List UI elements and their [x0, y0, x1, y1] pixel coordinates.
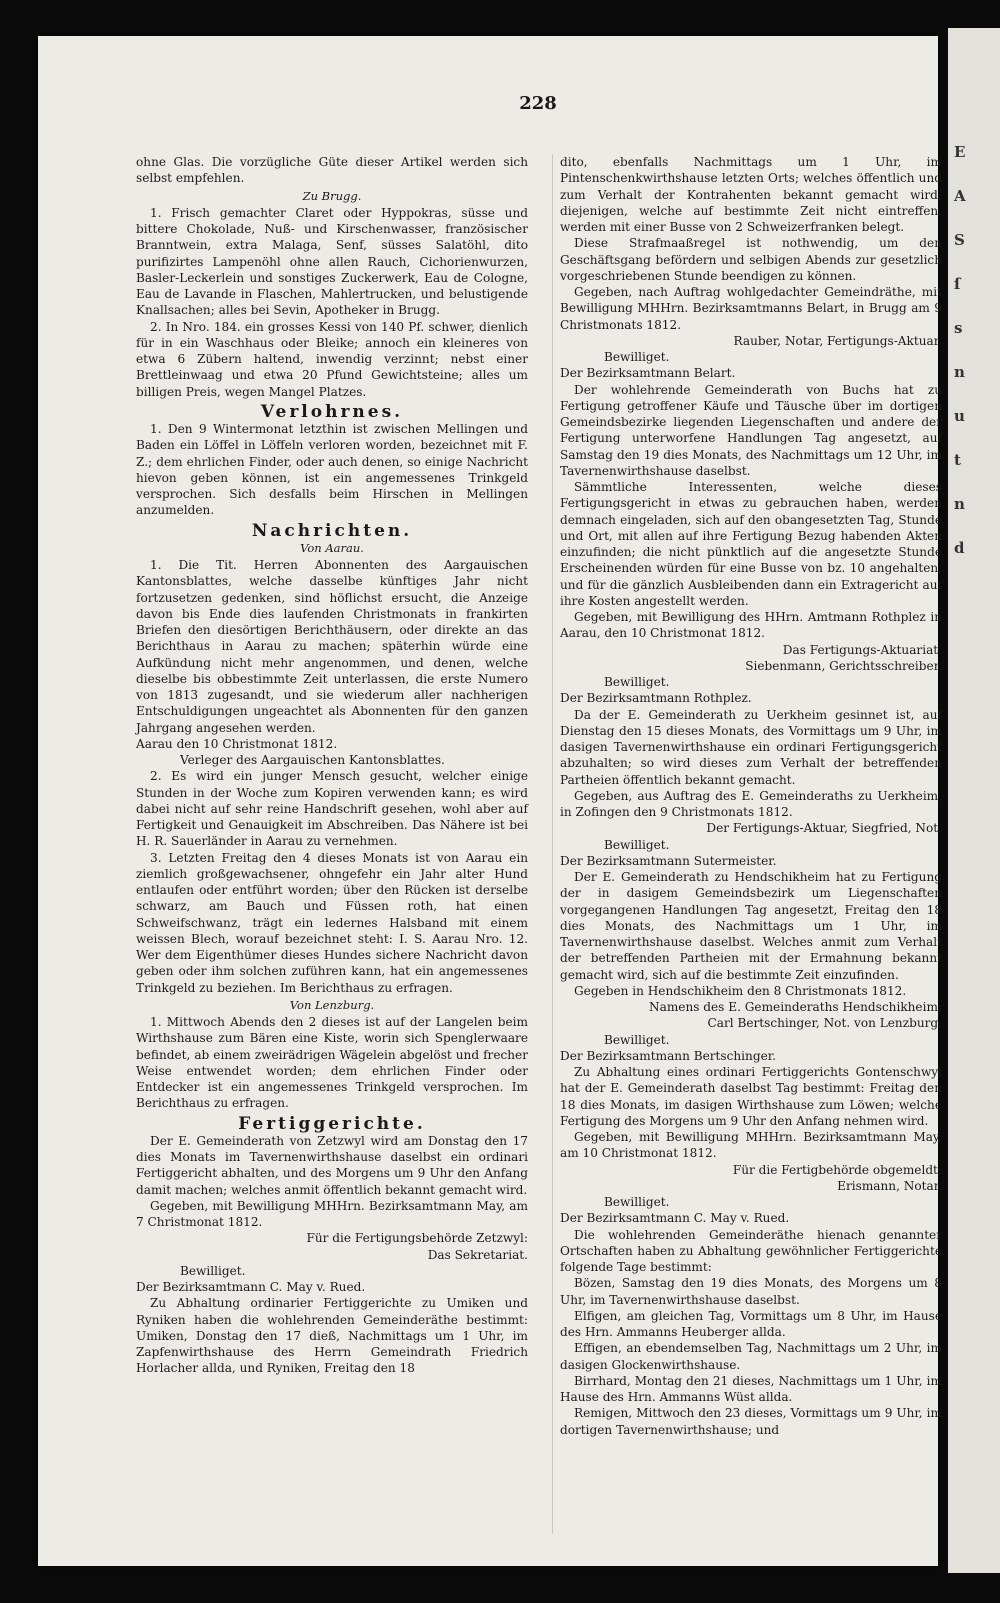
section-heading: Fertiggerichte. [238, 1113, 426, 1134]
edge-letter: s [954, 319, 963, 337]
paragraph: Remigen, Mittwoch den 23 dieses, Vormittags um 9 Uhr, im dortigen Tavernenwirthshause; und [560, 1406, 942, 1437]
edge-letter: u [954, 407, 965, 425]
paragraph: Gegeben, mit Bewilligung des HHrn. Amtmann Rothplez in Aarau, den 10 Christmonat 1812. [560, 610, 942, 641]
paragraph: Da der E. Gemeinderath zu Uerkheim gesinnet ist, auf Dienstag den 15 dieses Monats, des Vormittags um 9 Uhr, im dasigen Tavernenwirthshause ein ordinari Fertigungsgericht abzuhalten; so wird dieses zum Verhalt der betreffenden Partheien öffentlich bekannt gemacht. [560, 707, 942, 787]
adjacent-page-edge [948, 28, 1000, 1573]
paragraph: Der Fertigungs-Aktuar, Siegfried, Not. [706, 821, 942, 836]
paragraph: Bewilliget. [604, 350, 670, 364]
edge-letter: n [954, 495, 965, 513]
edge-letter: A [954, 187, 966, 205]
edge-letter: d [954, 539, 965, 557]
page-number: 228 [519, 93, 557, 114]
edge-letter: t [954, 451, 961, 469]
paragraph: Der wohlehrende Gemeinderath von Buchs hat zu Fertigung getroffener Käufe und Täusche über im dortigen Gemeindsbezirke liegenden Liegenschaften und andere der Fertigung unterworfene Handlungen Tag angesetzt, auf Samstag den 19 dies Monats, des Nachmittags um 12 Uhr, im Tavernenwirthshause daselbst. [560, 382, 942, 478]
paragraph: Gegeben, mit Bewilligung MHHrn. Bezirksamtmann May, am 7 Christmonat 1812. [136, 1198, 528, 1229]
right-column [560, 154, 942, 1438]
newspaper-page [38, 36, 942, 1566]
edge-letter: ſ [954, 275, 961, 293]
edge-letter: E [954, 143, 966, 161]
paragraph: 2. Es wird ein junger Mensch gesucht, welcher einige Stunden in der Woche zum Kopiren verwenden kann; es wird dabei nicht auf sehr reine Handschrift gesehen, wohl aber auf Fertigkeit und Genauigkeit im Abschreiben. Das Nähere ist bei H. R. Sauerländer in Aarau zu vernehmen. [136, 769, 528, 849]
paragraph: Gegeben, nach Auftrag wohlgedachter Gemeindräthe, mit Bewilligung MHHrn. Bezirksamtmanns Belart, in Brugg am 9 Christmonats 1812. [560, 285, 942, 332]
place-heading: Zu Brugg. [302, 188, 362, 203]
paragraph: Gegeben, aus Auftrag des E. Gemeinderaths zu Uerkheim, in Zofingen den 9 Christmonats 1812. [560, 788, 942, 819]
paragraph: Namens des E. Gemeinderaths Hendschikheim: [649, 1000, 942, 1014]
paragraph: Gegeben, mit Bewilligung MHHrn. Bezirksamtmann May, am 10 Christmonat 1812. [560, 1130, 942, 1161]
paragraph: 1. Den 9 Wintermonat letzthin ist zwischen Mellingen und Baden ein Löffel in Löffeln verloren worden, bezeichnet mit F. Z.; dem ehrlichen Finder, oder auch denen, so einige Nachricht hievon geben können, ist ein angemessenes Trinkgeld versprochen. Sich desfalls beim Hirschen in Mellingen anzumelden. [136, 422, 528, 518]
paragraph: 1. Mittwoch Abends den 2 dieses ist auf der Langelen beim Wirthshause zum Bären eine Kiste, worin sich Spenglerwaare befindet, ab einem zweirädrigen Wägelein abgelöst und frecher Weise entwendet worden; dem ehrlichen Finder oder Entdecker ist ein angemessenes Trinkgeld versprochen. Im Berichthaus zu erfragen. [136, 1015, 528, 1111]
paragraph: Verleger des Aargauischen Kantonsblattes. [180, 753, 445, 767]
section-heading: Nachrichten. [251, 520, 413, 541]
paragraph: ohne Glas. Die vorzügliche Güte dieser Artikel werden sich selbst empfehlen. [136, 155, 528, 186]
paragraph: Das Fertigungs-Aktuariat. [782, 642, 942, 657]
paragraph: Für die Fertigungsbehörde Zetzwyl: [306, 1231, 528, 1246]
paragraph: Aarau den 10 Christmonat 1812. [136, 736, 338, 751]
left-column [136, 154, 528, 1377]
paragraph: Der Bezirksamtmann C. May v. Rued. [560, 1211, 790, 1226]
paragraph: 3. Letzten Freitag den 4 dieses Monats ist von Aarau ein ziemlich großgewachsener, ohngefehr ein Jahr alter Hund entlaufen oder entführt worden; über den Rücken ist derselbe schwarz, am Bauch und Füssen roth, hat einen Schweifschwanz, trägt ein ledernes Halsband mit einem weissen Blech, worauf bezeichnet steht: I. S. Aarau Nro. 12. Wer dem Eigenthümer dieses Hundes sichere Nachricht davon geben oder ihm solchen zuführen kann, hat ein angemessenes Trinkgeld zu beziehen. Im Berichthaus zu erfragen. [136, 850, 528, 995]
edge-letter: n [954, 363, 965, 381]
paragraph: Bewilliget. [604, 837, 670, 852]
edge-letter: S [954, 231, 965, 249]
paragraph: Für die Fertigbehörde obgemeldt: [732, 1162, 942, 1177]
paragraph: Der Bezirksamtmann Bertschinger. [560, 1048, 777, 1063]
paragraph: Siebenmann, Gerichtsschreiber. [745, 658, 942, 673]
paragraph: Zu Abhaltung ordinarier Fertiggerichte zu Umiken und Ryniken haben die wohlehrenden Gemeinderäthe bestimmt: Umiken, Donstag den 17 dieß, Nachmittags um 1 Uhr, im Zapfenwirthshause des Herrn Gemeindrath Friedrich Horlacher allda, und Ryniken, Freitag den 18 [136, 1296, 528, 1376]
place-heading: Von Lenzburg. [289, 997, 375, 1012]
paragraph: Der Bezirksamtmann C. May v. Rued. [136, 1280, 366, 1294]
paragraph: Erismann, Notar. [837, 1178, 942, 1193]
paragraph: Der E. Gemeinderath zu Hendschikheim hat zu Fertigung der in dasigem Gemeindsbezirk um Liegenschaften vorgegangenen Handlungen Tag angesetzt, Freitag den 18 dies Monats, des Nachmittags um 1 Uhr, im Tavernenwirthshause daselbst. Welches anmit zum Verhalt der betreffenden Partheien mit der Ermahnung bekannt gemacht wird, sich auf die bestimmte Zeit einzufinden. [560, 870, 942, 982]
paragraph: Bewilliget. [604, 675, 670, 689]
paragraph: Der E. Gemeinderath von Zetzwyl wird am Donstag den 17 dies Monats im Tavernenwirthshause daselbst ein ordinari Fertiggericht abhalten, und des Morgens um 9 Uhr den Anfang damit machen; welches anmit öffentlich bekannt gemacht wird. [136, 1133, 528, 1197]
paragraph: Bewilliget. [604, 1195, 670, 1209]
paragraph: Bewilliget. [604, 1032, 670, 1047]
paragraph: Carl Bertschinger, Not. von Lenzburg. [707, 1016, 942, 1031]
column-divider [552, 154, 553, 1534]
paragraph: Diese Strafmaaßregel ist nothwendig, um den Geschäftsgang befördern und selbigen Abends zur gesetzlich vorgeschriebenen Stunde beendigen zu können. [560, 236, 942, 283]
paragraph: Effigen, an ebendemselben Tag, Nachmittags um 2 Uhr, im dasigen Glockenwirthshause. [560, 1341, 942, 1372]
paragraph: Der Bezirksamtmann Sutermeister. [560, 853, 777, 868]
paragraph: Der Bezirksamtmann Belart. [560, 366, 736, 381]
paragraph: Elfigen, am gleichen Tag, Vormittags um 8 Uhr, im Hause des Hrn. Ammanns Heuberger allda. [560, 1308, 942, 1339]
paragraph: Zu Abhaltung eines ordinari Fertiggerichts Gontenschwyl hat der E. Gemeinderath daselbst Tag bestimmt: Freitag den 18 dies Monats, im dasigen Wirthshause zum Löwen; welche Fertigung des Morgens um 9 Uhr den Anfang nehmen wird. [560, 1065, 942, 1128]
paragraph: Das Sekretariat. [427, 1247, 528, 1262]
paragraph: Bewilliget. [180, 1263, 246, 1278]
paragraph: Der Bezirksamtmann Rothplez. [560, 691, 752, 706]
paragraph: Sämmtliche Interessenten, welche dieses Fertigungsgericht in etwas zu gebrauchen haben, werden demnach eingeladen, sich auf den obangesetzten Tag, Stunde und Ort, mit allen auf ihre Fertigung Bezug habenden Akten einzufinden; die nicht pünktlich auf die angesetzte Stunde Erscheinenden würden für eine Busse von bz. 10 angehalten, und für die gänzlich Ausbleibenden dann ein Extragericht auf ihre Kosten angestellt werden. [560, 480, 942, 608]
section-heading: Verlohrnes. [260, 401, 404, 422]
paragraph: dito, ebenfalls Nachmittags um 1 Uhr, im Pintenschenkwirthshause letzten Orts; welches öffentlich und zum Verhalt der Kontrahenten bekannt gemacht wird; diejenigen, welche auf bestimmte Zeit nicht eintreffen, werden mit einer Busse von 2 Schweizerfranken belegt. [560, 155, 942, 234]
paragraph: Gegeben in Hendschikheim den 8 Christmonats 1812. [574, 983, 907, 998]
paragraph: 1. Frisch gemachter Claret oder Hyppokras, süsse und bittere Chokolade, Nuß- und Kirschenwasser, französischer Branntwein, extra Malaga, Senf, süsses Salatöhl, dito purifizirtes Lampenöhl ohne allen Rauch, Cichorienwurzen, Basler-Leckerlein und sonstiges Zuckerwerk, Eau de Cologne, Eau de Lavande in Flaschen, Mahlertrucken, und belustigende Knallsachen; alles bei Sevin, Apotheker in Brugg. [136, 205, 528, 318]
paragraph: Rauber, Notar, Fertigungs-Aktuar. [733, 333, 942, 348]
paragraph: Birrhard, Montag den 21 dieses, Nachmittags um 1 Uhr, im Hause des Hrn. Ammanns Wüst allda. [560, 1373, 942, 1404]
paragraph: 2. In Nro. 184. ein grosses Kessi von 140 Pf. schwer, dienlich für in ein Waschhaus oder Bleike; annoch ein kleineres von etwa 6 Zübern haltend, inwendig verzinnt; nebst einer Brettleinwaag und etwa 20 Pfund Gewichtsteine; alles um billigen Preis, wegen Mangel Platzes. [136, 319, 528, 399]
place-heading: Von Aarau. [300, 540, 364, 555]
paragraph: Die wohlehrenden Gemeinderäthe hienach genannter Ortschaften haben zu Abhaltung gewöhnlicher Fertiggerichte folgende Tage bestimmt: [560, 1227, 942, 1274]
paragraph: 1. Die Tit. Herren Abonnenten des Aargauischen Kantonsblattes, welche dasselbe künftiges Jahr nicht fortzusetzen gedenken, sind höflichst ersucht, die Anzeige davon bis Ende dies laufenden Christmonats in frankirten Briefen den diesörtigen Berichthäusern, oder direkte an das Berichthaus in Aarau zu machen; späterhin würde eine Aufkündung nicht mehr angenommen, und denen, welche dieselbe bis obbestimmte Zeit unterlassen, die erste Numero von 1813 zugesandt, und sie wiederum aller nachherigen Entschuldigungen ungeachtet als Abonnenten für den ganzen Jahrgang angesehen werden. [136, 558, 528, 735]
paragraph: Bözen, Samstag den 19 dies Monats, des Morgens um 8 Uhr, im Tavernenwirthshause daselbst. [560, 1276, 942, 1307]
